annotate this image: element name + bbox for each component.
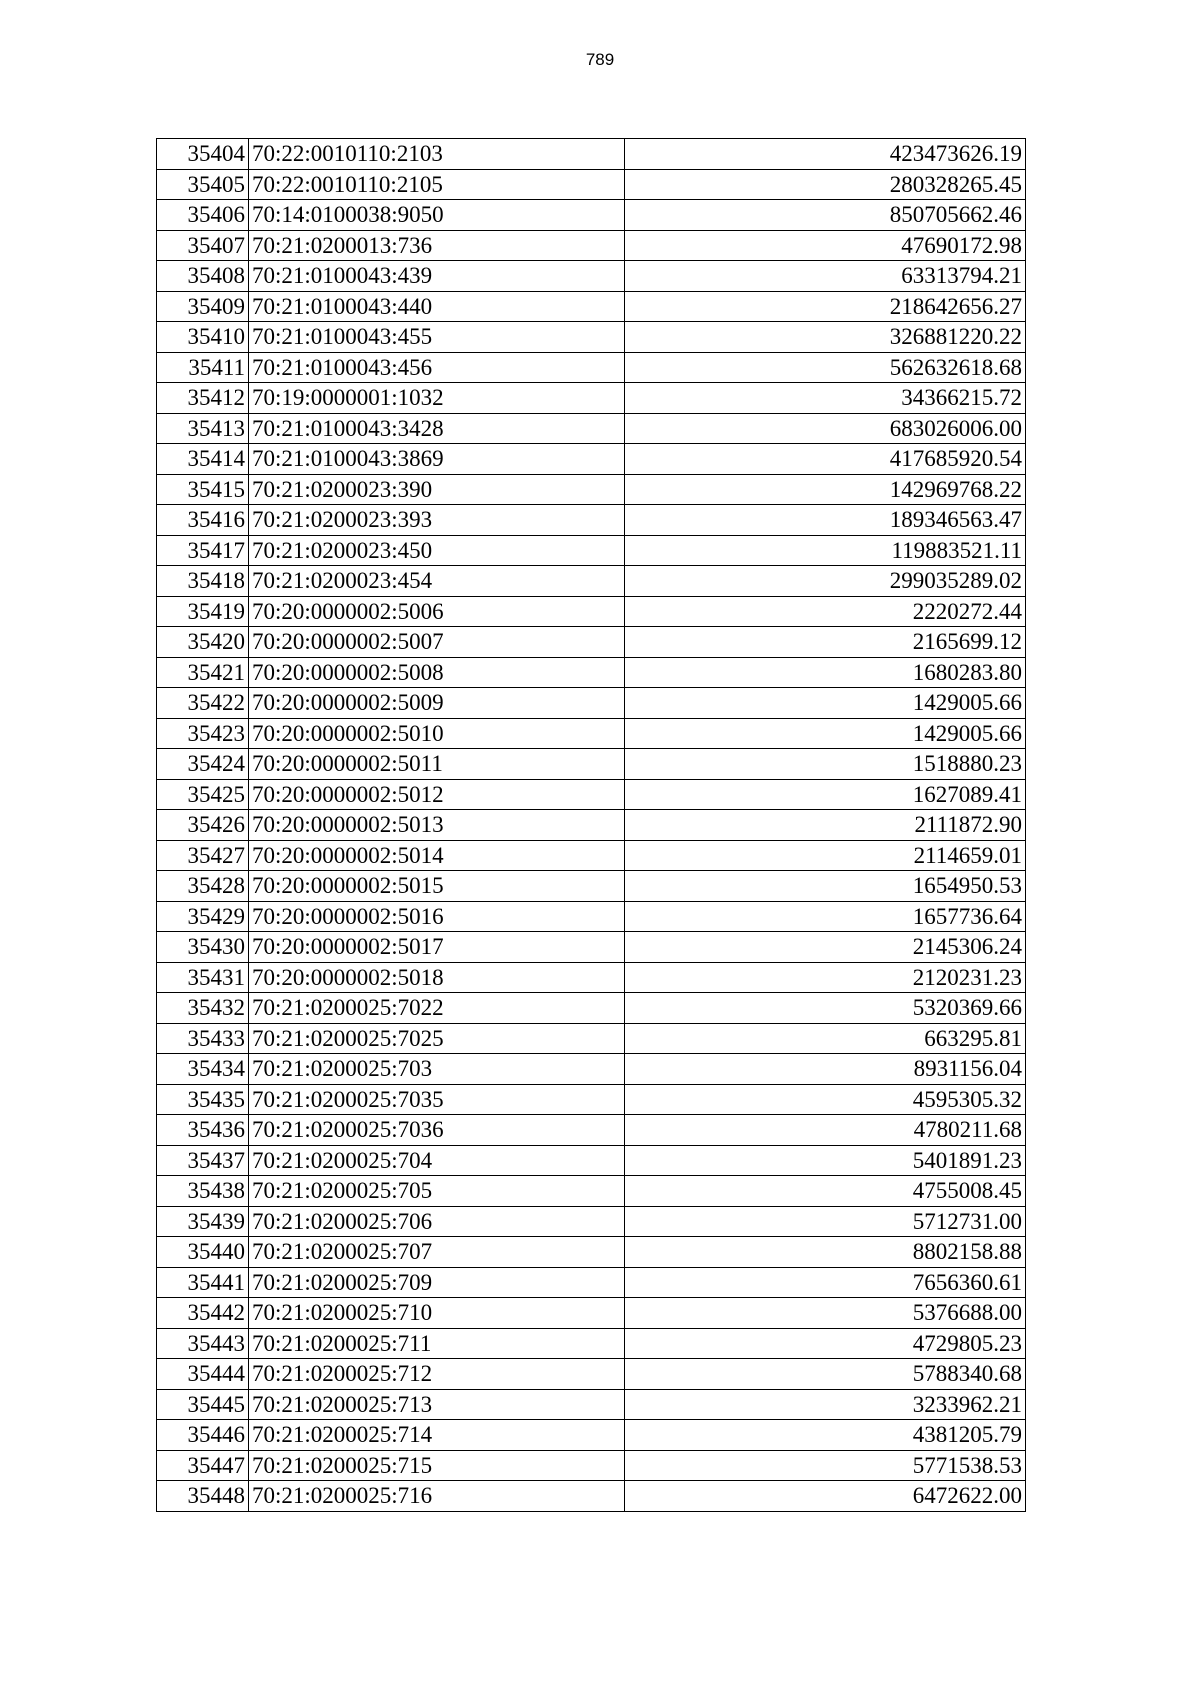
row-number-cell: 35445 (157, 1389, 249, 1420)
value-cell: 7656360.61 (625, 1267, 1026, 1298)
value-cell: 189346563.47 (625, 505, 1026, 536)
value-cell: 299035289.02 (625, 566, 1026, 597)
cadastral-number-cell: 70:21:0200025:709 (249, 1267, 625, 1298)
value-cell: 850705662.46 (625, 200, 1026, 231)
row-number-cell: 35428 (157, 871, 249, 902)
table-row (157, 566, 1026, 597)
cadastral-number-cell: 70:21:0200025:712 (249, 1359, 625, 1390)
cadastral-number-cell: 70:21:0200025:7022 (249, 993, 625, 1024)
row-number-cell: 35443 (157, 1328, 249, 1359)
value-cell: 1429005.66 (625, 688, 1026, 719)
page-number: 789 (585, 50, 615, 69)
cadastral-number-cell: 70:21:0200025:703 (249, 1054, 625, 1085)
cadastral-number-cell: 70:21:0200025:704 (249, 1145, 625, 1176)
value-cell: 142969768.22 (625, 474, 1026, 505)
table-row (157, 383, 1026, 414)
cadastral-number-cell: 70:20:0000002:5006 (249, 596, 625, 627)
cadastral-number-cell: 70:20:0000002:5013 (249, 810, 625, 841)
value-cell: 2114659.01 (625, 840, 1026, 871)
cadastral-number-cell: 70:21:0200025:713 (249, 1389, 625, 1420)
cadastral-number-cell: 70:21:0100043:3869 (249, 444, 625, 475)
row-number-cell: 35409 (157, 291, 249, 322)
table-row (157, 932, 1026, 963)
row-number-cell: 35412 (157, 383, 249, 414)
cadastral-number-cell: 70:21:0200025:7025 (249, 1023, 625, 1054)
cadastral-number-cell: 70:22:0010110:2105 (249, 169, 625, 200)
value-cell: 4755008.45 (625, 1176, 1026, 1207)
cadastral-number-cell: 70:20:0000002:5008 (249, 657, 625, 688)
value-cell: 34366215.72 (625, 383, 1026, 414)
value-cell: 63313794.21 (625, 261, 1026, 292)
value-cell: 4381205.79 (625, 1420, 1026, 1451)
table-row (157, 1298, 1026, 1329)
cadastral-number-cell: 70:21:0200023:390 (249, 474, 625, 505)
row-number-cell: 35446 (157, 1420, 249, 1451)
table-row (157, 169, 1026, 200)
value-cell: 1657736.64 (625, 901, 1026, 932)
table-row (157, 1420, 1026, 1451)
row-number-cell: 35408 (157, 261, 249, 292)
value-cell: 5320369.66 (625, 993, 1026, 1024)
value-cell: 4595305.32 (625, 1084, 1026, 1115)
cadastral-number-cell: 70:21:0200025:707 (249, 1237, 625, 1268)
table-row (157, 749, 1026, 780)
cadastral-number-cell: 70:20:0000002:5014 (249, 840, 625, 871)
row-number-cell: 35410 (157, 322, 249, 353)
row-number-cell: 35425 (157, 779, 249, 810)
table-row (157, 261, 1026, 292)
table-row (157, 474, 1026, 505)
value-cell: 5376688.00 (625, 1298, 1026, 1329)
row-number-cell: 35435 (157, 1084, 249, 1115)
row-number-cell: 35414 (157, 444, 249, 475)
row-number-cell: 35422 (157, 688, 249, 719)
value-cell: 47690172.98 (625, 230, 1026, 261)
table-row (157, 1389, 1026, 1420)
row-number-cell: 35404 (157, 139, 249, 170)
table-row (157, 1206, 1026, 1237)
cadastral-number-cell: 70:20:0000002:5012 (249, 779, 625, 810)
cadastral-number-cell: 70:21:0200025:716 (249, 1481, 625, 1512)
table-row (157, 1023, 1026, 1054)
table-row (157, 810, 1026, 841)
cadastral-number-cell: 70:20:0000002:5007 (249, 627, 625, 658)
value-cell: 2145306.24 (625, 932, 1026, 963)
table-row (157, 291, 1026, 322)
cadastral-number-cell: 70:22:0010110:2103 (249, 139, 625, 170)
value-cell: 218642656.27 (625, 291, 1026, 322)
row-number-cell: 35411 (157, 352, 249, 383)
row-number-cell: 35448 (157, 1481, 249, 1512)
cadastral-number-cell: 70:20:0000002:5018 (249, 962, 625, 993)
table-row (157, 993, 1026, 1024)
row-number-cell: 35434 (157, 1054, 249, 1085)
value-cell: 5712731.00 (625, 1206, 1026, 1237)
value-cell: 326881220.22 (625, 322, 1026, 353)
value-cell: 562632618.68 (625, 352, 1026, 383)
table-row (157, 505, 1026, 536)
row-number-cell: 35432 (157, 993, 249, 1024)
value-cell: 2220272.44 (625, 596, 1026, 627)
row-number-cell: 35436 (157, 1115, 249, 1146)
value-cell: 417685920.54 (625, 444, 1026, 475)
value-cell: 3233962.21 (625, 1389, 1026, 1420)
table-row (157, 1359, 1026, 1390)
row-number-cell: 35418 (157, 566, 249, 597)
row-number-cell: 35407 (157, 230, 249, 261)
table-row (157, 657, 1026, 688)
value-cell: 1627089.41 (625, 779, 1026, 810)
table-row (157, 1145, 1026, 1176)
value-cell: 119883521.11 (625, 535, 1026, 566)
cadastral-number-cell: 70:20:0000002:5010 (249, 718, 625, 749)
cadastral-number-cell: 70:21:0200025:714 (249, 1420, 625, 1451)
table-row (157, 444, 1026, 475)
cadastral-number-cell: 70:21:0200025:706 (249, 1206, 625, 1237)
table-row (157, 962, 1026, 993)
row-number-cell: 35442 (157, 1298, 249, 1329)
row-number-cell: 35426 (157, 810, 249, 841)
value-cell: 2111872.90 (625, 810, 1026, 841)
value-cell: 1654950.53 (625, 871, 1026, 902)
table-row (157, 352, 1026, 383)
row-number-cell: 35438 (157, 1176, 249, 1207)
row-number-cell: 35440 (157, 1237, 249, 1268)
table-body (157, 139, 1026, 1512)
cadastral-number-cell: 70:21:0100043:3428 (249, 413, 625, 444)
row-number-cell: 35441 (157, 1267, 249, 1298)
row-number-cell: 35444 (157, 1359, 249, 1390)
row-number-cell: 35420 (157, 627, 249, 658)
table-row (157, 871, 1026, 902)
table-row (157, 627, 1026, 658)
cadastral-number-cell: 70:20:0000002:5017 (249, 932, 625, 963)
value-cell: 2165699.12 (625, 627, 1026, 658)
cadastral-number-cell: 70:20:0000002:5011 (249, 749, 625, 780)
row-number-cell: 35416 (157, 505, 249, 536)
cadastral-number-cell: 70:21:0200013:736 (249, 230, 625, 261)
table-row (157, 200, 1026, 231)
table-row (157, 139, 1026, 170)
table-row (157, 1084, 1026, 1115)
cadastral-number-cell: 70:14:0100038:9050 (249, 200, 625, 231)
table-row (157, 322, 1026, 353)
cadastral-number-cell: 70:21:0200025:710 (249, 1298, 625, 1329)
cadastral-number-cell: 70:19:0000001:1032 (249, 383, 625, 414)
row-number-cell: 35431 (157, 962, 249, 993)
row-number-cell: 35429 (157, 901, 249, 932)
table-row (157, 1054, 1026, 1085)
row-number-cell: 35417 (157, 535, 249, 566)
row-number-cell: 35415 (157, 474, 249, 505)
cadastral-number-cell: 70:21:0200025:711 (249, 1328, 625, 1359)
row-number-cell: 35423 (157, 718, 249, 749)
row-number-cell: 35413 (157, 413, 249, 444)
cadastral-number-cell: 70:21:0200025:705 (249, 1176, 625, 1207)
row-number-cell: 35437 (157, 1145, 249, 1176)
value-cell: 663295.81 (625, 1023, 1026, 1054)
row-number-cell: 35430 (157, 932, 249, 963)
value-cell: 1680283.80 (625, 657, 1026, 688)
cadastral-number-cell: 70:21:0200025:7035 (249, 1084, 625, 1115)
row-number-cell: 35424 (157, 749, 249, 780)
value-cell: 6472622.00 (625, 1481, 1026, 1512)
table-row (157, 840, 1026, 871)
cadastral-number-cell: 70:21:0100043:455 (249, 322, 625, 353)
cadastral-number-cell: 70:20:0000002:5016 (249, 901, 625, 932)
row-number-cell: 35419 (157, 596, 249, 627)
table-row (157, 1328, 1026, 1359)
cadastral-number-cell: 70:20:0000002:5009 (249, 688, 625, 719)
table-row (157, 1115, 1026, 1146)
value-cell: 5788340.68 (625, 1359, 1026, 1390)
value-cell: 5771538.53 (625, 1450, 1026, 1481)
table-row (157, 901, 1026, 932)
cadastral-number-cell: 70:21:0200025:715 (249, 1450, 625, 1481)
cadastral-number-cell: 70:21:0100043:440 (249, 291, 625, 322)
value-cell: 1429005.66 (625, 718, 1026, 749)
table-row (157, 413, 1026, 444)
value-cell: 8802158.88 (625, 1237, 1026, 1268)
value-cell: 683026006.00 (625, 413, 1026, 444)
row-number-cell: 35427 (157, 840, 249, 871)
value-cell: 5401891.23 (625, 1145, 1026, 1176)
table-row (157, 779, 1026, 810)
table-row (157, 718, 1026, 749)
table-row (157, 230, 1026, 261)
value-cell: 423473626.19 (625, 139, 1026, 170)
table-row (157, 596, 1026, 627)
cadastral-number-cell: 70:21:0200023:393 (249, 505, 625, 536)
value-cell: 4729805.23 (625, 1328, 1026, 1359)
row-number-cell: 35406 (157, 200, 249, 231)
row-number-cell: 35405 (157, 169, 249, 200)
table-row (157, 1176, 1026, 1207)
row-number-cell: 35447 (157, 1450, 249, 1481)
cadastral-value-table (156, 138, 1026, 1512)
table-row (157, 1481, 1026, 1512)
value-cell: 4780211.68 (625, 1115, 1026, 1146)
cadastral-number-cell: 70:21:0100043:456 (249, 352, 625, 383)
value-cell: 8931156.04 (625, 1054, 1026, 1085)
cadastral-number-cell: 70:21:0200023:454 (249, 566, 625, 597)
table-row (157, 535, 1026, 566)
cadastral-number-cell: 70:20:0000002:5015 (249, 871, 625, 902)
table-row (157, 688, 1026, 719)
cadastral-number-cell: 70:21:0100043:439 (249, 261, 625, 292)
cadastral-number-cell: 70:21:0200025:7036 (249, 1115, 625, 1146)
row-number-cell: 35421 (157, 657, 249, 688)
row-number-cell: 35439 (157, 1206, 249, 1237)
cadastral-number-cell: 70:21:0200023:450 (249, 535, 625, 566)
table-row (157, 1267, 1026, 1298)
row-number-cell: 35433 (157, 1023, 249, 1054)
table-row (157, 1450, 1026, 1481)
value-cell: 280328265.45 (625, 169, 1026, 200)
table-row (157, 1237, 1026, 1268)
value-cell: 2120231.23 (625, 962, 1026, 993)
value-cell: 1518880.23 (625, 749, 1026, 780)
